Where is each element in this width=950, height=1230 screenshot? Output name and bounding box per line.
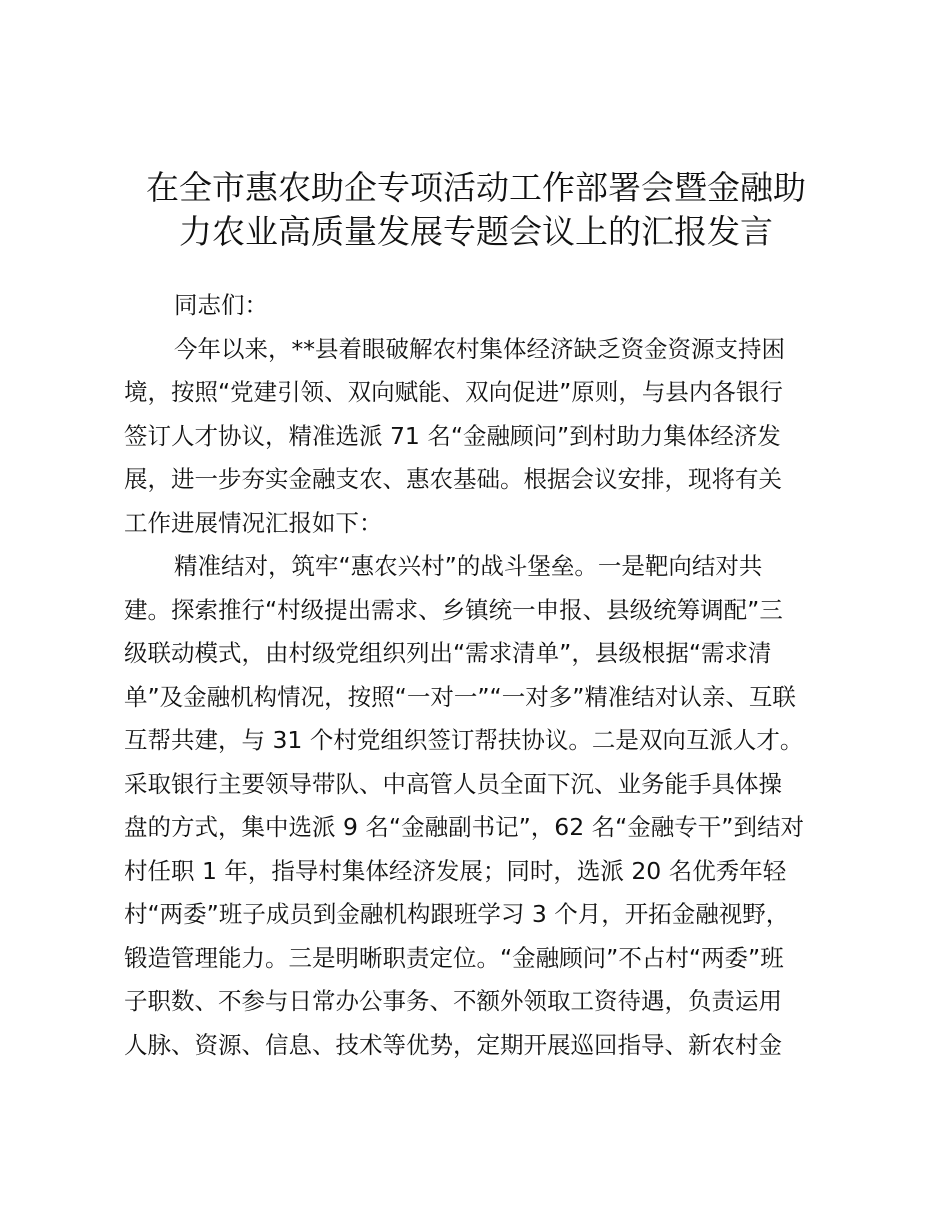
paragraph-line: 盘的方式，集中选派 9 名“金融副书记”，62 名“金融专干”到结对 bbox=[124, 813, 804, 841]
paragraph-line: 互帮共建，与 31 个村党组织签订帮扶协议。二是双向互派人才。 bbox=[124, 726, 804, 754]
paragraph-line: 级联动模式，由村级党组织列出“需求清单”，县级根据“需求清 bbox=[124, 639, 772, 667]
paragraph-line: 建。探索推行“村级提出需求、乡镇统一申报、县级统筹调配”三 bbox=[124, 595, 783, 624]
paragraph-line: 单”及金融机构情况，按照“一对一”“一对多”精准结对认亲、互联 bbox=[124, 682, 796, 711]
salutation: 同志们： bbox=[174, 291, 268, 319]
paragraph-line: 今年以来，**县着眼破解农村集体经济缺乏资金资源支持困 bbox=[174, 334, 785, 363]
paragraph-line: 锻造管理能力。三是明晰职责定位。“金融顾问”不占村“两委”班 bbox=[124, 943, 784, 972]
paragraph-line: 工作进展情况汇报如下： bbox=[124, 508, 383, 537]
paragraph-line: 村任职 1 年，指导村集体经济发展；同时，选派 20 名优秀年轻 bbox=[124, 856, 787, 885]
paragraph-line: 采取银行主要领导带队、中高管人员全面下沉、业务能手具体操 bbox=[124, 769, 782, 798]
paragraph-line: 精准结对，筑牢“惠农兴村”的战斗堡垒。一是靶向结对共 bbox=[174, 552, 763, 580]
paragraph-line: 展，进一步夯实金融支农、惠农基础。根据会议安排，现将有关 bbox=[124, 465, 782, 493]
paragraph-line: 境，按照“党建引领、双向赋能、双向促进”原则，与县内各银行 bbox=[124, 378, 783, 406]
paragraph-line: 人脉、资源、信息、技术等优势，定期开展巡回指导、新农村金 bbox=[124, 1030, 782, 1059]
document-body bbox=[124, 284, 834, 1067]
title-line: 在全市惠农助企专项活动工作部署会暨金融助 bbox=[146, 168, 806, 207]
paragraph-line: 子职数、不参与日常办公事务、不额外领取工资待遇，负责运用 bbox=[124, 987, 782, 1015]
paragraph-line: 签订人才协议，精准选派 71 名“金融顾问”到村助力集体经济发 bbox=[124, 421, 781, 450]
paragraph-line: 村“两委”班子成员到金融机构跟班学习 3 个月，开拓金融视野， bbox=[124, 900, 790, 928]
document-title bbox=[120, 166, 832, 254]
title-line: 力农业高质量发展专题会议上的汇报发言 bbox=[179, 212, 773, 251]
